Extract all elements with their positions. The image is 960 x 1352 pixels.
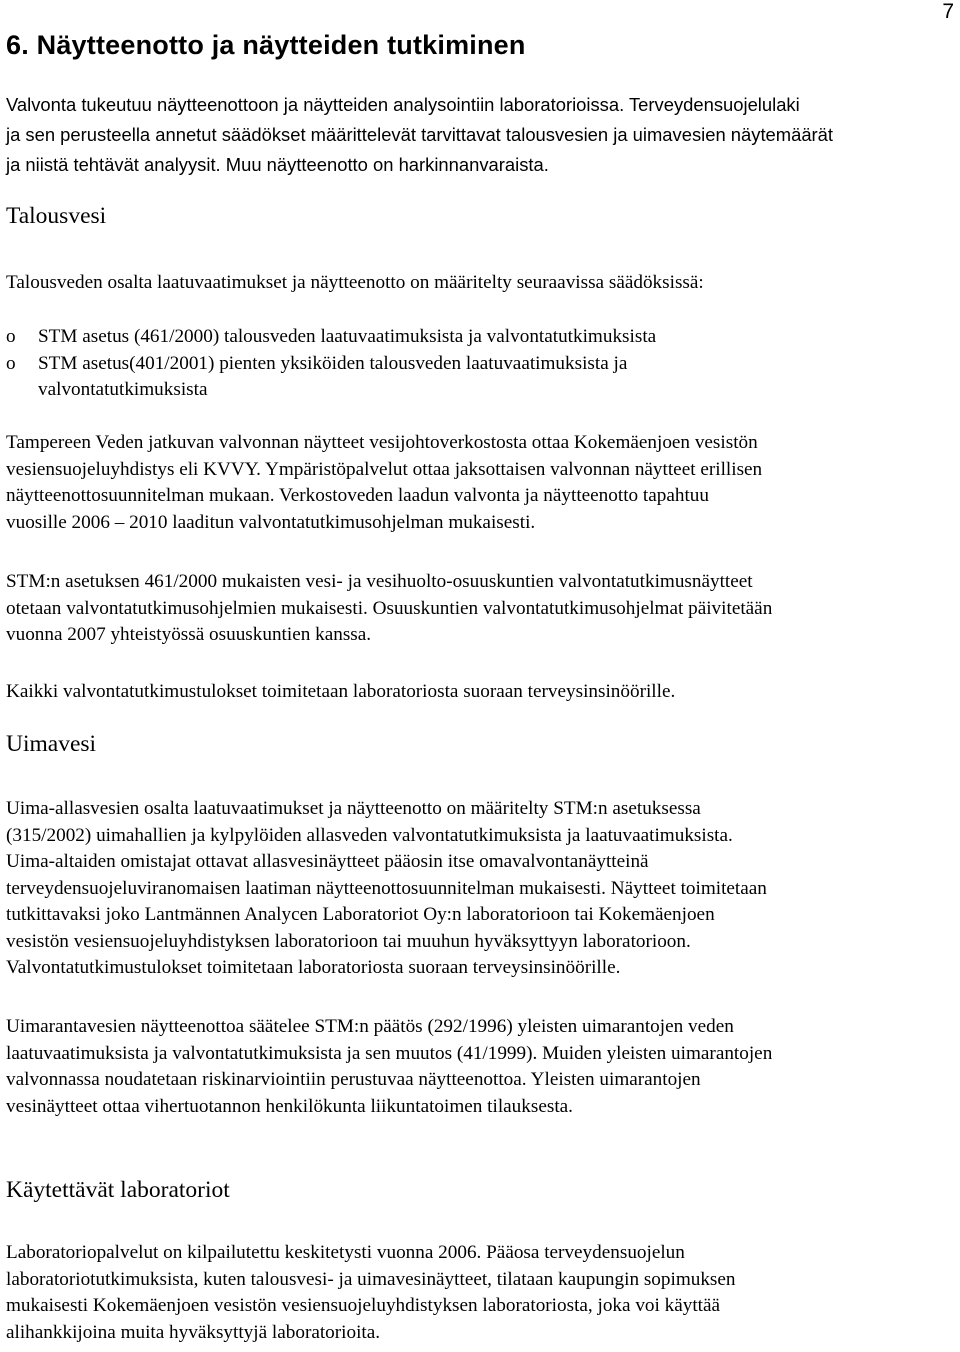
text-line: STM asetus(401/2001) pienten yksiköiden talousveden laatuvaatimuksista ja [38, 352, 628, 374]
chapter-title: 6. Näytteenotto ja näytteiden tutkiminen [6, 30, 526, 60]
section-heading-uimavesi: Uimavesi [6, 731, 97, 757]
text-line: vuosille 2006 – 2010 laaditun valvontatutkimusohjelman mukaisesti. [6, 511, 536, 533]
intro-line: ja niistä tehtävät analyysit. Muu näytteenotto on harkinnanvaraista. [6, 154, 549, 175]
page-number: 7 [942, 0, 954, 23]
text-line: vesiensuojeluyhdistys eli KVVY. Ympäristöpalvelut ottaa jaksottaisen valvonnan näytteet erillisen [6, 458, 763, 480]
text-line: valvontatutkimuksista [38, 379, 208, 400]
intro-paragraph [6, 90, 956, 180]
talousvesi-lead [6, 270, 956, 297]
text-line: otetaan valvontatutkimusohjelmien mukaisesti. Osuuskuntien valvontatutkimusohjelmat päivitetään [6, 597, 773, 619]
talousvesi-paragraph-1 [6, 430, 956, 536]
section-heading-talousvesi: Talousvesi [6, 203, 107, 229]
bullet-icon: o [6, 352, 16, 374]
list-item [6, 324, 956, 351]
text-line: alihankkijoina muita hyväksyttyjä laboratorioita. [6, 1321, 381, 1343]
text-line: STM asetus (461/2000) talousveden laatuvaatimuksista ja valvontatutkimuksista [38, 326, 657, 347]
text-line: vesinäytteet ottaa vihertuotannon henkilökunta liikuntatoimen tilauksesta. [6, 1095, 573, 1117]
laboratoriot-paragraph [6, 1240, 956, 1346]
text-line: Uimarantavesien näytteenottoa säätelee STM:n päätös (292/1996) yleisten uimarantojen veden [6, 1016, 734, 1037]
text-line: laatuvaatimuksista ja valvontatutkimuksista ja sen muutos (41/1999). Muiden yleisten uimarantojen [6, 1042, 773, 1064]
bullet-icon: o [6, 326, 16, 347]
text-line: tutkittavaksi joko Lantmännen Analycen Laboratoriot Oy:n laboratorioon tai Kokemäenjoen [6, 904, 715, 925]
text-line: mukaisesti Kokemäenjoen vesistön vesiensuojeluyhdistyksen laboratoriosta, joka voi käyttää [6, 1295, 721, 1316]
uimavesi-paragraph-2 [6, 1014, 956, 1120]
talousvesi-paragraph-3 [6, 679, 956, 706]
section-heading-laboratoriot: Käytettävät laboratoriot [6, 1177, 230, 1203]
intro-line: ja sen perusteella annetut säädökset määrittelevät tarvittavat talousvesien ja uimavesien näytemäärät [6, 124, 834, 145]
text-line: laboratoriotutkimuksista, kuten talousvesi- ja uimavesinäytteet, tilataan kaupungin sopimuksen [6, 1268, 736, 1290]
text-line: (315/2002) uimahallien ja kylpylöiden allasveden valvontatutkimuksista ja laatuvaatimuksista. [6, 824, 733, 846]
uimavesi-paragraph-1 [6, 796, 956, 982]
text-line: terveydensuojeluviranomaisen laatiman näytteenottosuunnitelman mukaisesti. Näytteet toimitetaan [6, 877, 767, 899]
text-line: Laboratoriopalvelut on kilpailutettu keskitetysti vuonna 2006. Pääosa terveydensuojelun [6, 1242, 685, 1263]
list-item [6, 351, 956, 404]
intro-line: Valvonta tukeutuu näytteenottoon ja näytteiden analysointiin laboratorioissa. Terveydensuojelulaki [6, 94, 800, 115]
text-line: Uima-altaiden omistajat ottavat allasvesinäytteet pääosin itse omavalvontanäytteinä [6, 851, 649, 872]
text-line: Tampereen Veden jatkuvan valvonnan näytteet vesijohtoverkostosta ottaa Kokemäenjoen vesistön [6, 432, 758, 453]
text-line: Talousveden osalta laatuvaatimukset ja näytteenotto on määritelty seuraavissa säädöksissä: [6, 272, 704, 293]
text-line: valvonnassa noudatetaan riskinarviointiin perustuvaa näytteenottoa. Yleisten uimarantojen [6, 1069, 701, 1090]
text-line: Uima-allasvesien osalta laatuvaatimukset ja näytteenotto on määritelty STM:n asetuksessa [6, 798, 701, 819]
text-line: Kaikki valvontatutkimustulokset toimitetaan laboratoriosta suoraan terveysinsinöörille. [6, 681, 676, 702]
text-line: STM:n asetuksen 461/2000 mukaisten vesi- ja vesihuolto-osuuskuntien valvontatutkimusnäytteet [6, 571, 753, 592]
text-line: vuonna 2007 yhteistyössä osuuskuntien kanssa. [6, 624, 372, 645]
regulation-list [6, 324, 956, 404]
text-line: Valvontatutkimustulokset toimitetaan laboratoriosta suoraan terveysinsinöörille. [6, 957, 621, 978]
talousvesi-paragraph-2 [6, 569, 956, 649]
text-line: näytteenottosuunnitelman mukaan. Verkostoveden laadun valvonta ja näytteenotto tapahtuu [6, 485, 709, 506]
text-line: vesistön vesiensuojeluyhdistyksen laboratorioon tai muuhun hyväksyttyyn laboratorioon. [6, 930, 691, 952]
